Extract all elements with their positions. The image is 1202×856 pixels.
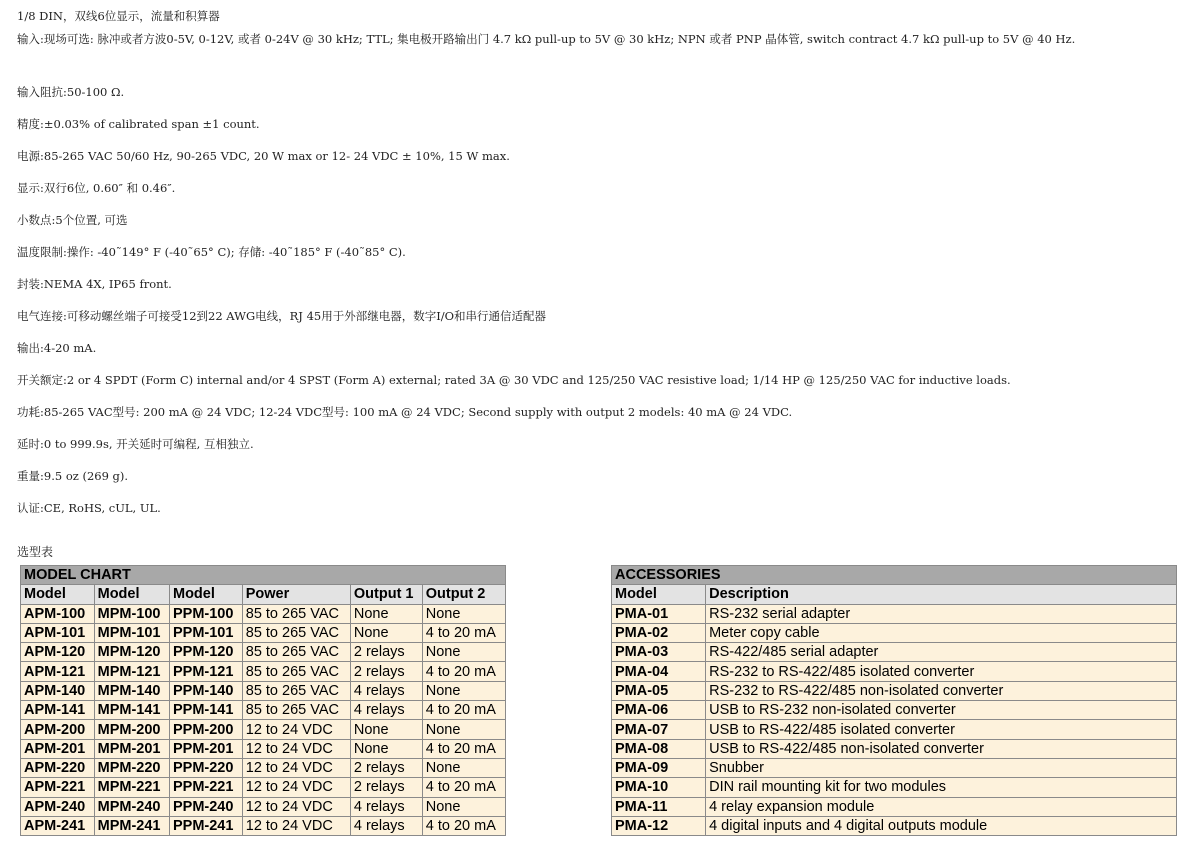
- model-chart-cell: MPM-241: [94, 816, 169, 835]
- accessories-cell: RS-232 serial adapter: [706, 604, 1177, 623]
- model-chart-cell: None: [422, 720, 505, 739]
- accessories-row: [612, 758, 1177, 777]
- model-chart-cell: MPM-221: [94, 778, 169, 797]
- model-chart-cell: MPM-120: [94, 643, 169, 662]
- model-chart-cell: APM-120: [21, 643, 95, 662]
- model-chart-cell: 85 to 265 VAC: [242, 681, 350, 700]
- accessories-cell: PMA-08: [612, 739, 706, 758]
- accessories-cell: USB to RS-232 non-isolated converter: [706, 701, 1177, 720]
- model-chart-cell: MPM-100: [94, 604, 169, 623]
- accessories-header-cell: Description: [706, 585, 1177, 604]
- spec-impedance: 输入阻抗:50-100 Ω.: [17, 85, 125, 99]
- model-chart-cell: MPM-220: [94, 758, 169, 777]
- model-chart-cell: 12 to 24 VDC: [242, 739, 350, 758]
- model-chart-cell: 2 relays: [350, 643, 422, 662]
- accessories-cell: RS-422/485 serial adapter: [706, 643, 1177, 662]
- model-chart-cell: 4 relays: [350, 797, 422, 816]
- model-chart-row: [21, 739, 506, 758]
- spec-accuracy: 精度:±0.03% of calibrated span ±1 count.: [17, 117, 260, 131]
- model-chart-row: [21, 604, 506, 623]
- model-chart-cell: MPM-240: [94, 797, 169, 816]
- accessories-row: [612, 778, 1177, 797]
- model-chart-cell: APM-221: [21, 778, 95, 797]
- model-chart-row: [21, 681, 506, 700]
- model-chart-cell: PPM-241: [169, 816, 242, 835]
- accessories-cell: PMA-04: [612, 662, 706, 681]
- model-chart-cell: 4 to 20 mA: [422, 816, 505, 835]
- model-chart-cell: APM-101: [21, 623, 95, 642]
- spec-connections: 电气连接:可移动螺丝端子可接受12到22 AWG电线，RJ 45用于外部继电器，数字I/O和串行通信适配器: [17, 309, 547, 323]
- model-chart-cell: 4 to 20 mA: [422, 778, 505, 797]
- accessories-cell: USB to RS-422/485 isolated converter: [706, 720, 1177, 739]
- model-chart-cell: None: [350, 739, 422, 758]
- accessories-cell: DIN rail mounting kit for two modules: [706, 778, 1177, 797]
- model-chart-cell: 12 to 24 VDC: [242, 816, 350, 835]
- model-chart-cell: 12 to 24 VDC: [242, 758, 350, 777]
- spec-title: 1/8 DIN，双线6位显示，流量和积算器: [17, 9, 220, 23]
- model-chart-cell: None: [422, 758, 505, 777]
- model-chart-cell: 2 relays: [350, 662, 422, 681]
- model-chart-cell: None: [350, 604, 422, 623]
- accessories-cell: PMA-09: [612, 758, 706, 777]
- model-chart-cell: 4 to 20 mA: [422, 623, 505, 642]
- model-chart-cell: 85 to 265 VAC: [242, 643, 350, 662]
- accessories-cell: PMA-01: [612, 604, 706, 623]
- model-chart-cell: APM-200: [21, 720, 95, 739]
- model-chart-cell: 85 to 265 VAC: [242, 604, 350, 623]
- model-chart-row: [21, 623, 506, 642]
- model-chart-cell: 2 relays: [350, 758, 422, 777]
- spec-consumption: 功耗:85-265 VAC型号: 200 mA @ 24 VDC; 12-24 VDC型号: 100 mA @ 24 VDC; Second supply with output 2 models: 40 mA @ 24 VDC.: [17, 405, 793, 419]
- model-chart-row: [21, 662, 506, 681]
- model-chart-cell: PPM-220: [169, 758, 242, 777]
- model-chart-cell: PPM-200: [169, 720, 242, 739]
- model-chart-cell: 85 to 265 VAC: [242, 662, 350, 681]
- accessories-cell: RS-232 to RS-422/485 non-isolated converter: [706, 681, 1177, 700]
- accessories-table: [611, 565, 1177, 836]
- accessories-row: [612, 643, 1177, 662]
- accessories-cell: PMA-11: [612, 797, 706, 816]
- model-chart-cell: 12 to 24 VDC: [242, 720, 350, 739]
- model-chart-cell: 2 relays: [350, 778, 422, 797]
- spec-power: 电源:85-265 VAC 50/60 Hz, 90-265 VDC, 20 W max or 12- 24 VDC ± 10%, 15 W max.: [17, 149, 510, 163]
- model-chart-cell: APM-140: [21, 681, 95, 700]
- accessories-cell: USB to RS-422/485 non-isolated converter: [706, 739, 1177, 758]
- model-chart-cell: MPM-141: [94, 701, 169, 720]
- model-chart-cell: MPM-201: [94, 739, 169, 758]
- model-chart-cell: APM-220: [21, 758, 95, 777]
- model-chart-cell: APM-121: [21, 662, 95, 681]
- accessories-row: [612, 797, 1177, 816]
- model-chart-cell: MPM-140: [94, 681, 169, 700]
- spec-enclosure: 封装:NEMA 4X, IP65 front.: [17, 277, 172, 291]
- model-chart-cell: 4 relays: [350, 816, 422, 835]
- spec-weight: 重量:9.5 oz (269 g).: [17, 469, 129, 483]
- model-chart-row: [21, 816, 506, 835]
- model-chart-cell: None: [350, 720, 422, 739]
- spec-output: 输出:4-20 mA.: [17, 341, 97, 355]
- model-chart-cell: PPM-100: [169, 604, 242, 623]
- model-chart-cell: MPM-200: [94, 720, 169, 739]
- spec-display: 显示:双行6位, 0.60″ 和 0.46″.: [17, 181, 176, 195]
- model-chart-header-cell: Model: [21, 585, 95, 604]
- model-chart-cell: 12 to 24 VDC: [242, 797, 350, 816]
- accessories-cell: 4 relay expansion module: [706, 797, 1177, 816]
- model-chart-cell: 4 to 20 mA: [422, 701, 505, 720]
- model-chart-row: [21, 797, 506, 816]
- spec-decimal-point: 小数点:5个位置, 可选: [17, 213, 128, 227]
- spec-relay-rating: 开关额定:2 or 4 SPDT (Form C) internal and/or 4 SPST (Form A) external; rated 3A @ 30 VDC and 125/250 VAC resistive load; 1/14 HP @ 125/250 VAC for inductive loads.: [17, 373, 1011, 387]
- accessories-title: ACCESSORIES: [612, 566, 1177, 585]
- model-chart-header-cell: Model: [169, 585, 242, 604]
- accessories-row: [612, 739, 1177, 758]
- model-chart-table: [20, 565, 506, 836]
- model-chart-cell: MPM-121: [94, 662, 169, 681]
- accessories-cell: PMA-06: [612, 701, 706, 720]
- model-chart-cell: 85 to 265 VAC: [242, 623, 350, 642]
- model-chart-cell: PPM-121: [169, 662, 242, 681]
- model-chart-cell: 4 relays: [350, 701, 422, 720]
- model-chart-cell: PPM-140: [169, 681, 242, 700]
- accessories-row: [612, 662, 1177, 681]
- model-chart-header-cell: Model: [94, 585, 169, 604]
- model-chart-cell: APM-240: [21, 797, 95, 816]
- model-chart-cell: None: [422, 643, 505, 662]
- model-chart-cell: MPM-101: [94, 623, 169, 642]
- model-chart-cell: None: [422, 681, 505, 700]
- model-chart-cell: 4 to 20 mA: [422, 739, 505, 758]
- accessories-cell: PMA-10: [612, 778, 706, 797]
- spec-delay: 延时:0 to 999.9s, 开关延时可编程, 互相独立.: [17, 437, 254, 451]
- model-chart-cell: 12 to 24 VDC: [242, 778, 350, 797]
- accessories-row: [612, 816, 1177, 835]
- accessories-cell: PMA-05: [612, 681, 706, 700]
- model-chart-cell: APM-241: [21, 816, 95, 835]
- accessories-row: [612, 604, 1177, 623]
- model-chart-header-cell: Output 1: [350, 585, 422, 604]
- model-chart-cell: PPM-141: [169, 701, 242, 720]
- accessories-header-cell: Model: [612, 585, 706, 604]
- model-chart-cell: None: [350, 623, 422, 642]
- model-chart-cell: PPM-240: [169, 797, 242, 816]
- model-chart-cell: APM-201: [21, 739, 95, 758]
- accessories-cell: 4 digital inputs and 4 digital outputs module: [706, 816, 1177, 835]
- accessories-cell: RS-232 to RS-422/485 isolated converter: [706, 662, 1177, 681]
- model-chart-row: [21, 701, 506, 720]
- accessories-row: [612, 701, 1177, 720]
- model-chart-cell: PPM-120: [169, 643, 242, 662]
- model-chart-cell: None: [422, 797, 505, 816]
- model-chart-row: [21, 643, 506, 662]
- accessories-cell: PMA-02: [612, 623, 706, 642]
- model-chart-cell: 85 to 265 VAC: [242, 701, 350, 720]
- model-chart-cell: PPM-221: [169, 778, 242, 797]
- model-chart-cell: 4 relays: [350, 681, 422, 700]
- model-chart-row: [21, 758, 506, 777]
- model-chart-cell: APM-100: [21, 604, 95, 623]
- model-chart-header-cell: Output 2: [422, 585, 505, 604]
- accessories-row: [612, 623, 1177, 642]
- accessories-row: [612, 681, 1177, 700]
- accessories-cell: PMA-07: [612, 720, 706, 739]
- model-chart-cell: PPM-201: [169, 739, 242, 758]
- model-chart-cell: None: [422, 604, 505, 623]
- model-chart-title: MODEL CHART: [21, 566, 506, 585]
- spec-temperature: 温度限制:操作: -40˜149° F (-40˜65° C); 存储: -40˜185° F (-40˜85° C).: [17, 245, 406, 259]
- selection-caption: 选型表: [17, 545, 54, 559]
- model-chart-row: [21, 720, 506, 739]
- accessories-cell: PMA-03: [612, 643, 706, 662]
- spec-approvals: 认证:CE, RoHS, cUL, UL.: [17, 501, 161, 515]
- model-chart-cell: APM-141: [21, 701, 95, 720]
- accessories-cell: Meter copy cable: [706, 623, 1177, 642]
- accessories-cell: Snubber: [706, 758, 1177, 777]
- spec-input: 输入:现场可选: 脉冲或者方波0-5V, 0-12V, 或者 0-24V @ 30 kHz; TTL; 集电极开路输出门 4.7 kΩ pull-up to 5V @ 30 kHz; NPN 或者 PNP 晶体管, switch contract 4.7 kΩ pull-up to 5V @ 40 Hz.: [17, 32, 1076, 46]
- model-chart-cell: PPM-101: [169, 623, 242, 642]
- model-chart-header-cell: Power: [242, 585, 350, 604]
- model-chart-row: [21, 778, 506, 797]
- accessories-cell: PMA-12: [612, 816, 706, 835]
- model-chart-cell: 4 to 20 mA: [422, 662, 505, 681]
- accessories-row: [612, 720, 1177, 739]
